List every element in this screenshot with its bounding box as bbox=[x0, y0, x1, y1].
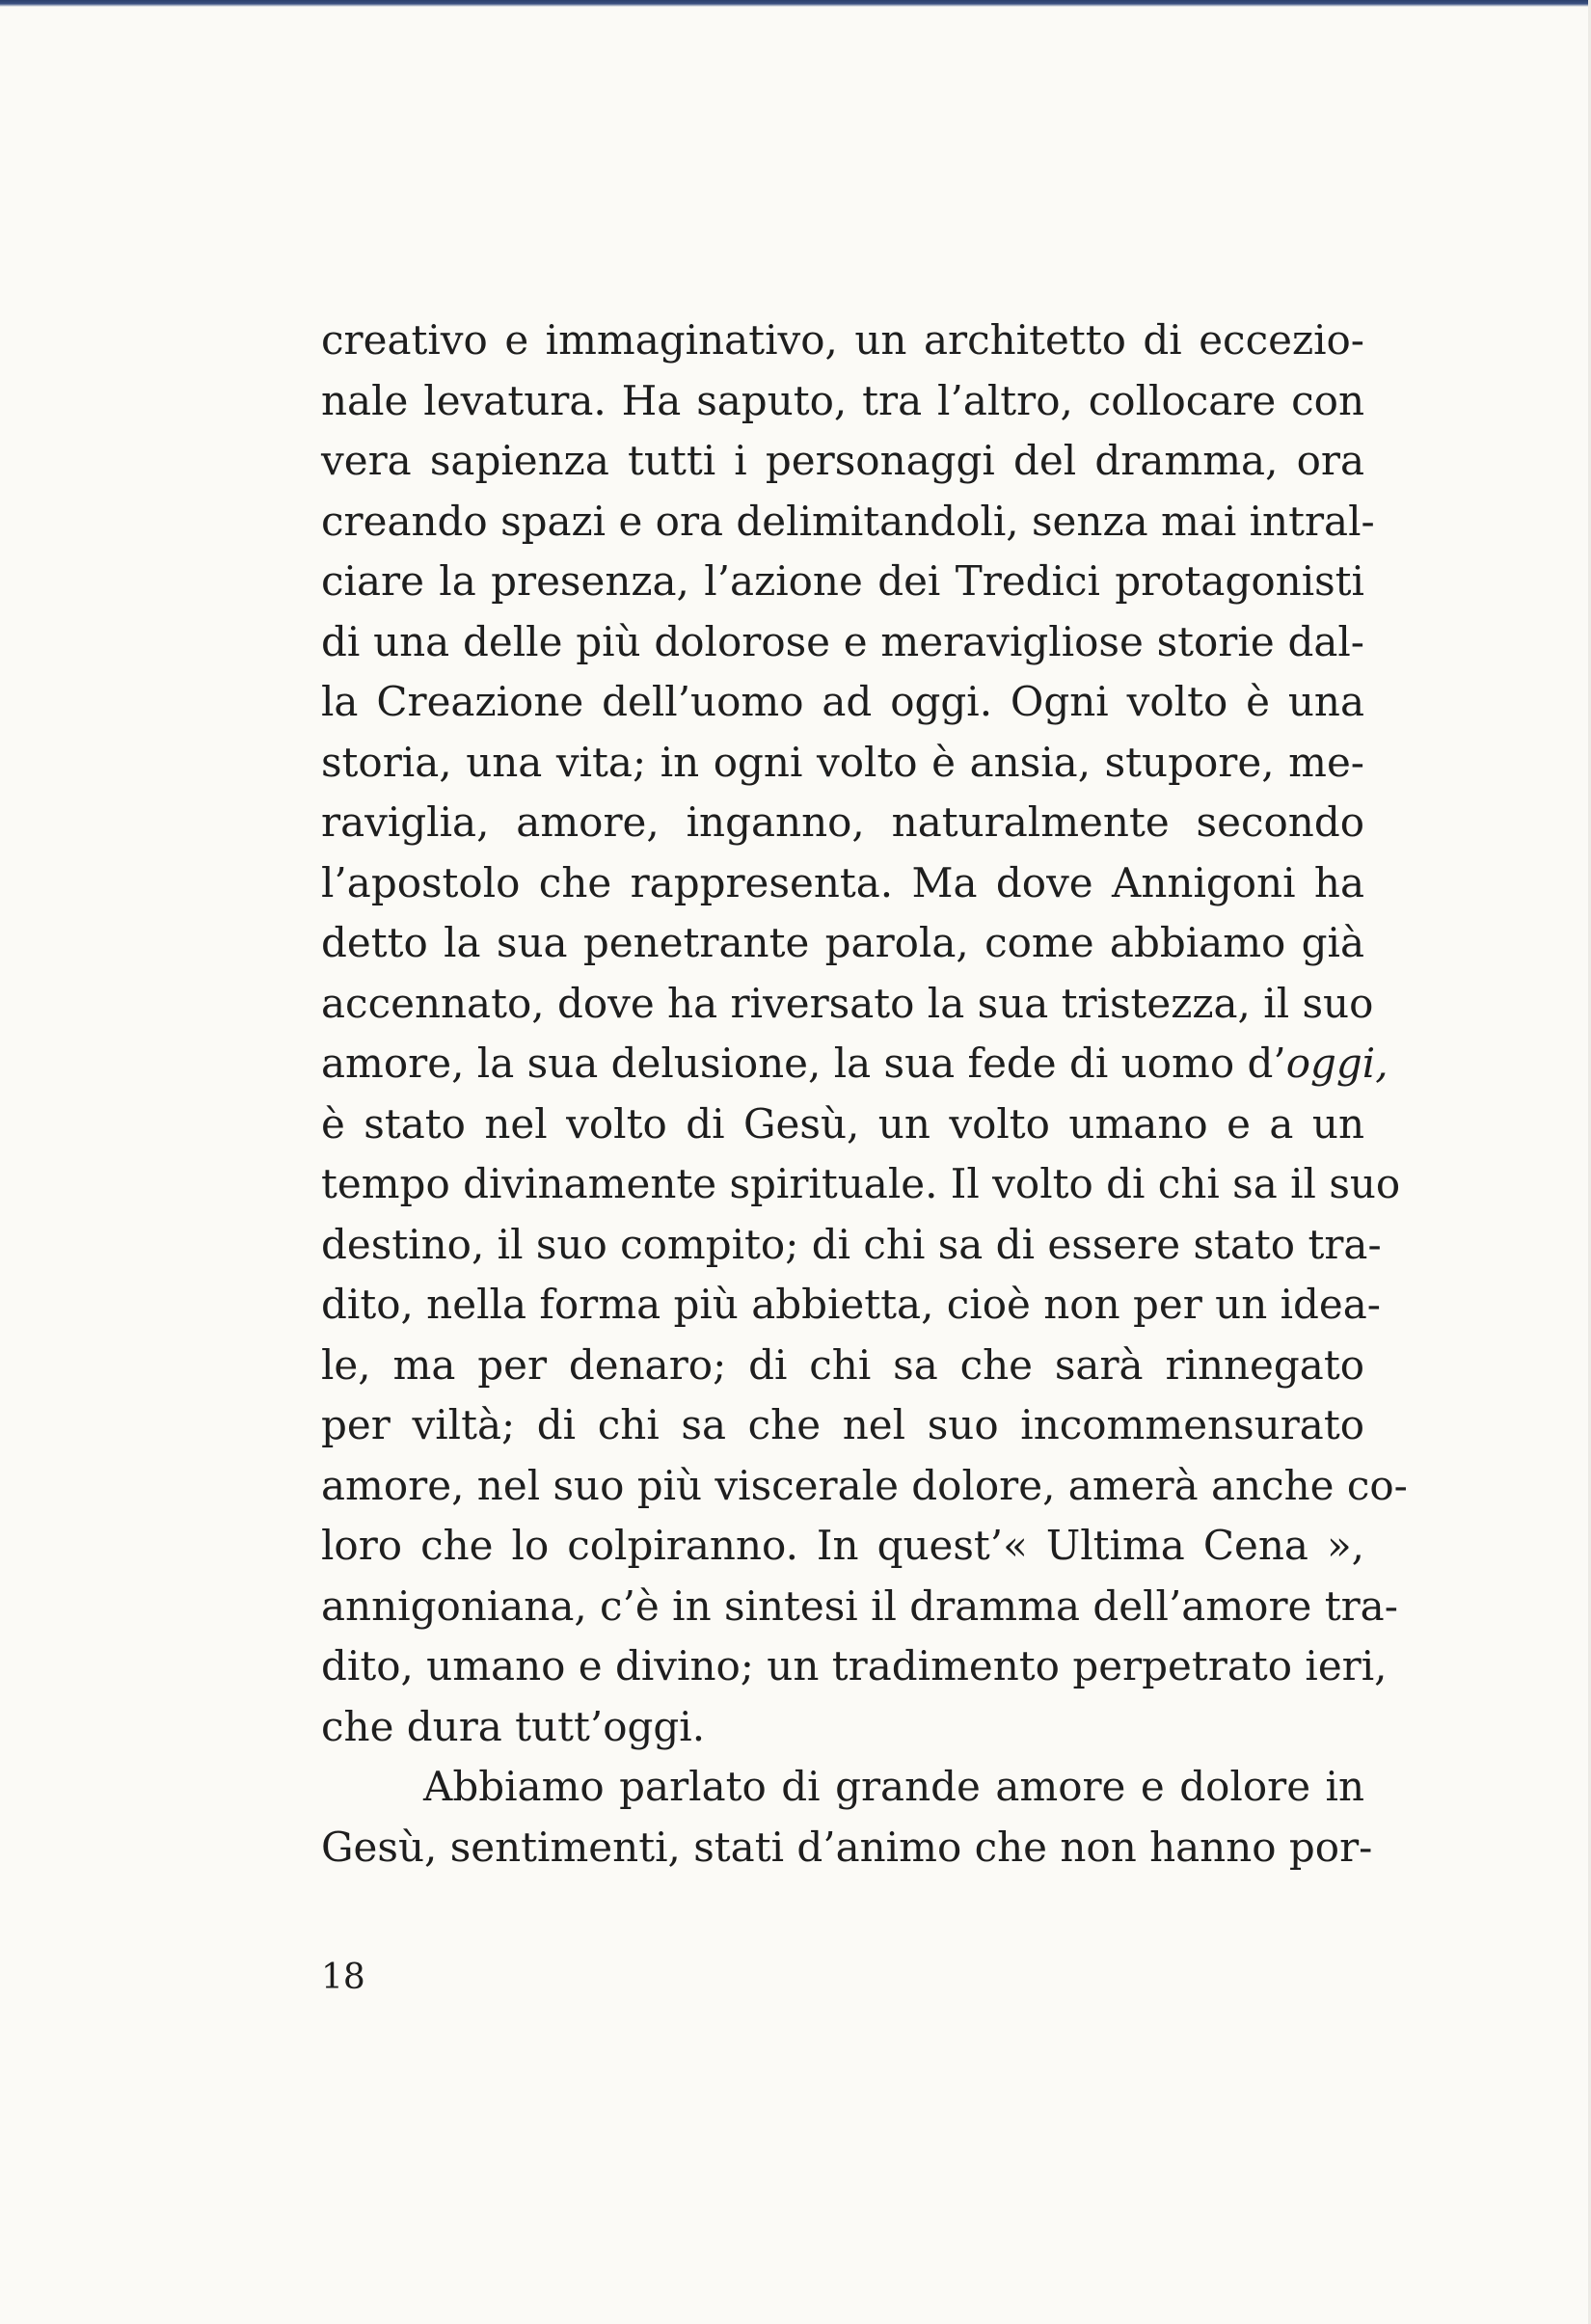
text-line: raviglia, amore, inganno, naturalmente secondo bbox=[321, 798, 1364, 846]
text-line: nale levatura. Ha saputo, tra l’altro, collocare con bbox=[321, 376, 1364, 424]
body-text bbox=[321, 311, 1408, 1878]
text-line: annigoniana, c’è in sintesi il dramma dell’amore tra- bbox=[321, 1581, 1398, 1630]
page-number: 18 bbox=[321, 1958, 365, 1997]
text-line: tempo divinamente spirituale. Il volto di chi sa il suo bbox=[321, 1160, 1401, 1207]
text-line: Gesù, sentimenti, stati d’animo che non hanno por- bbox=[321, 1823, 1373, 1871]
text-line: storia, una vita; in ogni volto è ansia, stupore, me- bbox=[321, 738, 1364, 786]
text-line: loro che lo colpiranno. In quest’« Ultima Cena », bbox=[321, 1522, 1364, 1569]
text-line: ciare la presenza, l’azione dei Tredici protagonisti bbox=[321, 557, 1364, 605]
text-line: amore, nel suo più viscerale dolore, amerà anche co- bbox=[321, 1461, 1408, 1509]
text-line: le, ma per denaro; di chi sa che sarà rinnegato bbox=[321, 1340, 1364, 1389]
text-line: creativo e immaginativo, un architetto di eccezio- bbox=[321, 316, 1364, 364]
text-line: accennato, dove ha riversato la sua tristezza, il suo bbox=[321, 979, 1374, 1027]
italic-word: oggi, bbox=[1285, 1040, 1389, 1087]
text-line: di una delle più dolorose e meravigliose storie dal- bbox=[321, 617, 1364, 665]
text-line: l’apostolo che rappresenta. Ma dove Annigoni ha bbox=[321, 858, 1364, 906]
text-line: dito, umano e divino; un tradimento perpetrato ieri, bbox=[321, 1642, 1388, 1689]
text-line-italic bbox=[321, 1034, 1389, 1094]
text-line: la Creazione dell’uomo ad oggi. Ogni volto è una bbox=[321, 678, 1364, 725]
text-line: creando spazi e ora delimitandoli, senza mai intral- bbox=[321, 497, 1375, 545]
text-line: Abbiamo parlato di grande amore e dolore in bbox=[423, 1763, 1364, 1810]
text-line: per viltà; di chi sa che nel suo incommensurato bbox=[321, 1401, 1364, 1448]
text-line: vera sapienza tutti i personaggi del dramma, ora bbox=[321, 437, 1364, 484]
text-line: che dura tutt’oggi. bbox=[321, 1702, 706, 1750]
text-line: destino, il suo compito; di chi sa di essere stato tra- bbox=[321, 1220, 1382, 1268]
cover-edge bbox=[0, 0, 1591, 7]
text-line-lead: amore, la sua delusione, la sua fede di uomo d’ bbox=[321, 1040, 1286, 1087]
text-line: è stato nel volto di Gesù, un volto umano e a un bbox=[321, 1099, 1364, 1148]
text-line: detto la sua penetrante parola, come abbiamo già bbox=[321, 919, 1364, 966]
text-line: dito, nella forma più abbietta, cioè non per un idea- bbox=[321, 1281, 1381, 1328]
